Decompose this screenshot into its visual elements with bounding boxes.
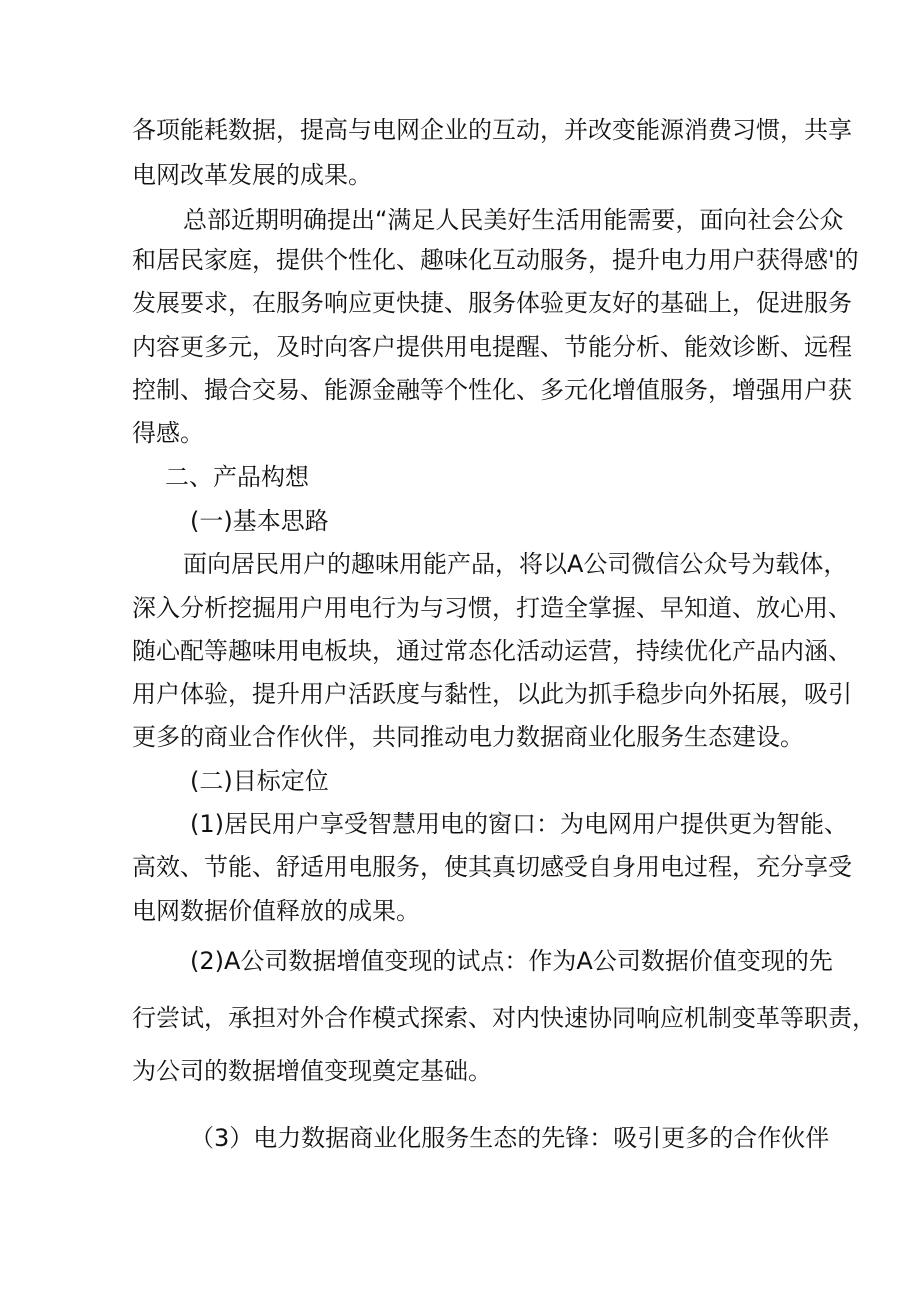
text-line: 高效、节能、舒适用电服务，使其真切感受自身用电过程，充分享受 — [132, 853, 852, 881]
text-line: （3）电力数据商业化服务生态的先锋：吸引更多的合作伙伴 — [190, 1124, 830, 1152]
text-line: 内容更多元，及时向客户提供用电提醒、节能分析、能效诊断、远程 — [132, 333, 852, 361]
text-line: 总部近期明确提出“满足人民美好生活用能需要，面向社会公众 — [183, 206, 844, 234]
text-line: 用户体验，提升用户活跃度与黏性，以此为抓手稳步向外拓展，吸引 — [132, 680, 852, 708]
text-line: 为公司的数据增值变现奠定基础。 — [132, 1057, 492, 1085]
text-line: 面向居民用户的趣味用能产品，将以A公司微信公众号为载体， — [183, 550, 848, 578]
text-line: 发展要求，在服务响应更快捷、服务体验更友好的基础上，促进服务 — [132, 289, 852, 317]
text-line: 和居民家庭，提供个性化、趣味化互动服务，提升电力用户获得感'的 — [132, 246, 859, 274]
text-line: (1)居民用户享受智慧用电的窗口：为电网用户提供更为智能、 — [190, 810, 848, 838]
text-line: 电网改革发展的成果。 — [132, 161, 372, 189]
text-line: 随心配等趣味用电板块，通过常态化活动运营，持续优化产品内涵、 — [132, 637, 852, 665]
text-line: 控制、撮合交易、能源金融等个性化、多元化增值服务，增强用户获 — [132, 376, 852, 404]
text-line: 各项能耗数据，提高与电网企业的互动，并改变能源消费习惯，共享 — [132, 116, 852, 144]
text-line: 行尝试，承担对外合作模式探索、对内快速协同响应机制变革等职责， — [132, 1004, 876, 1032]
text-line: 得感。 — [132, 419, 204, 447]
text-line: 深入分析挖掘用户用电行为与习惯，打造全掌握、早知道、放心用、 — [132, 594, 852, 622]
subsection-heading: (一)基本思路 — [190, 507, 329, 535]
section-heading: 二、产品构想 — [165, 463, 309, 491]
subsection-heading: (二)目标定位 — [190, 767, 329, 795]
text-line: 更多的商业合作伙伴，共同推动电力数据商业化服务生态建设。 — [132, 723, 804, 751]
text-line: (2)A公司数据增值变现的试点：作为A公司数据价值变现的先 — [190, 947, 833, 975]
text-line: 电网数据价值释放的成果。 — [132, 897, 420, 925]
